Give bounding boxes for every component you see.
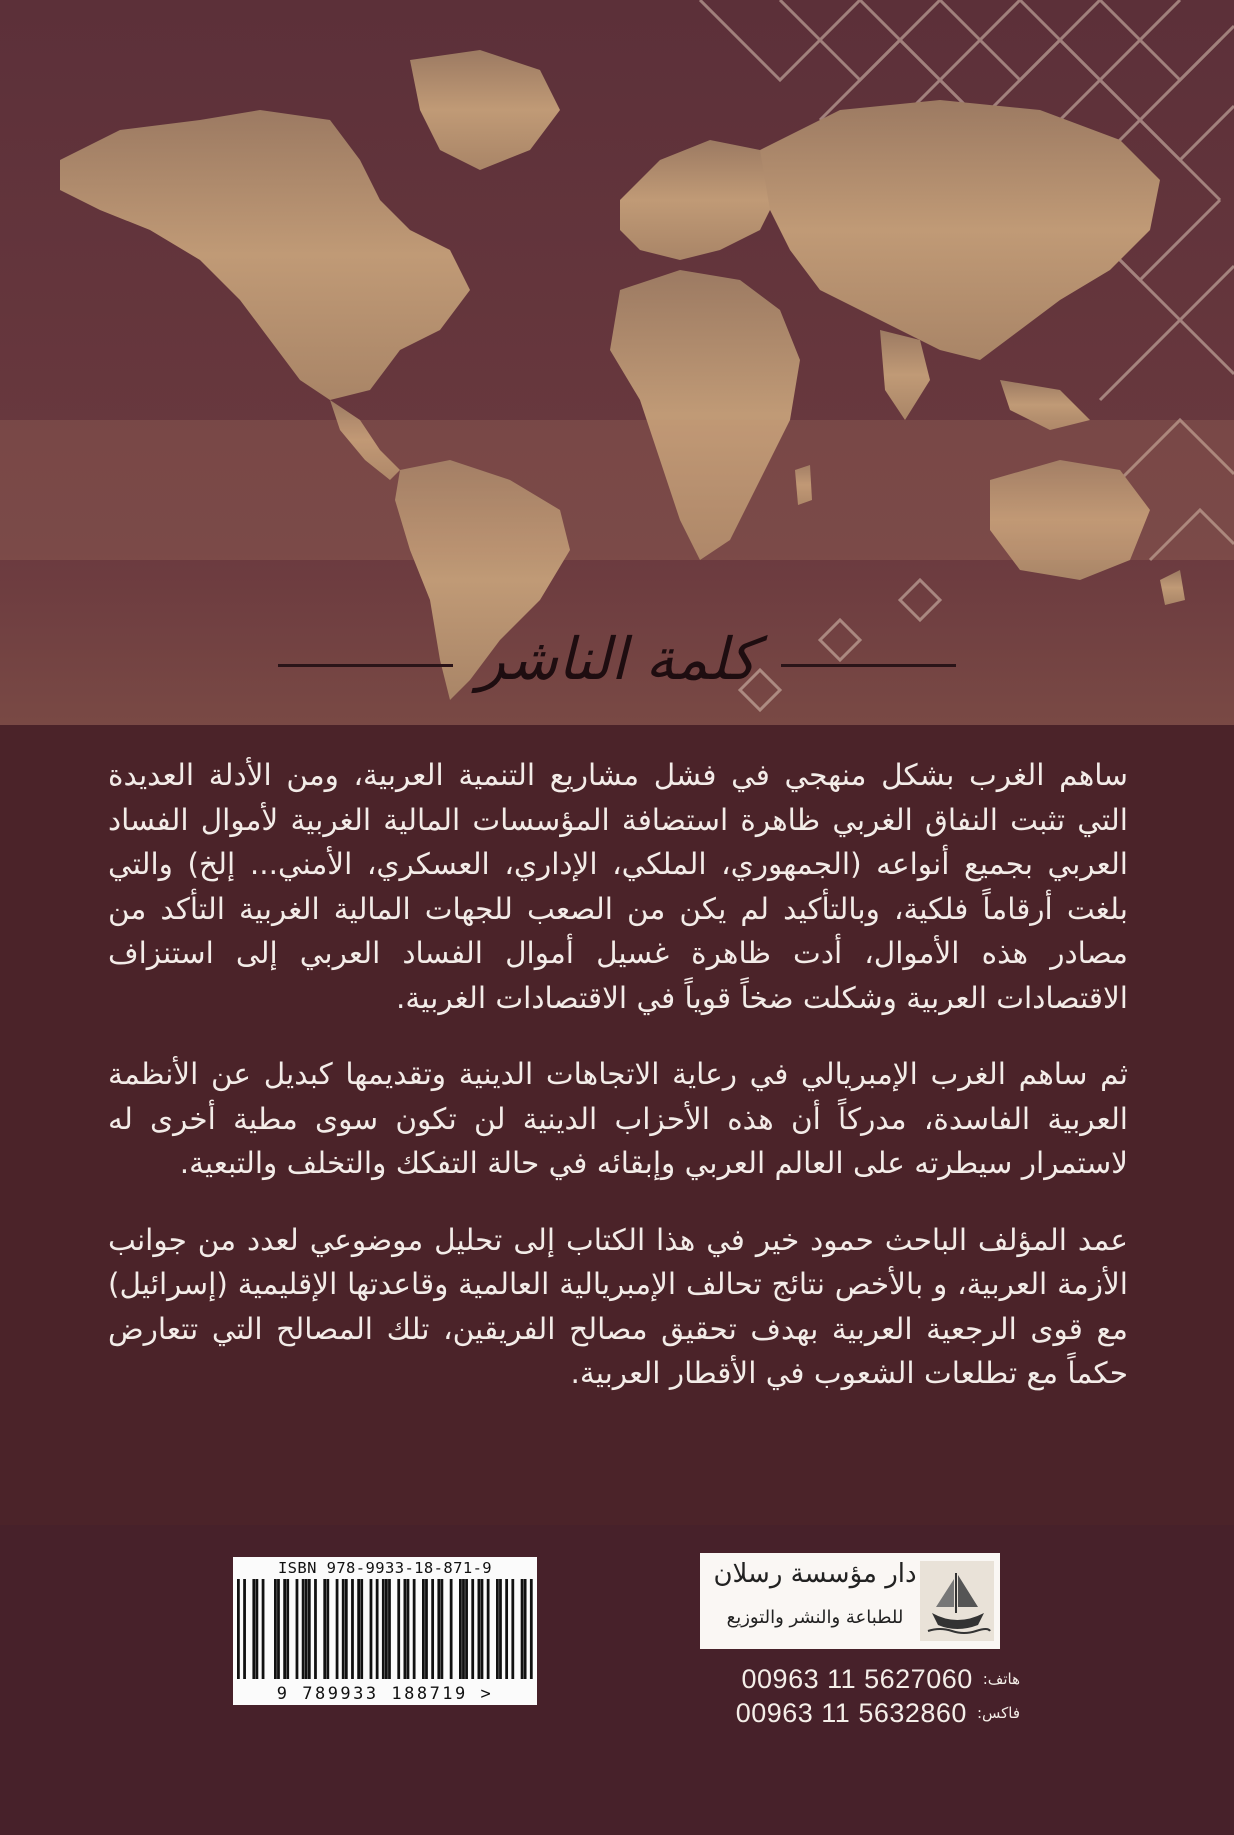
barcode-bar bbox=[524, 1579, 527, 1679]
fax-label: فاكس: bbox=[976, 1704, 1020, 1722]
barcode-bar bbox=[481, 1579, 484, 1679]
paragraph-2: ثم ساهم الغرب الإمبريالي في رعاية الاتجاهات الدينية وتقديمها كبديل عن الأنظمة العربية الفاسدة، مدركاً أن هذه الأحزاب الدينية لن تكون سوى مطية أخرى له لاستمرار سيطرته على العالم العربي وإبقائه في حالة التفكك والتخلف والتبعية. bbox=[108, 1057, 1128, 1180]
barcode-digits: 9 789933 188719 > bbox=[276, 1684, 494, 1704]
barcode-bar bbox=[471, 1579, 474, 1679]
barcode-bar bbox=[283, 1579, 286, 1679]
barcode-bar bbox=[459, 1579, 462, 1679]
barcode-bar bbox=[326, 1579, 329, 1679]
barcode-bar bbox=[256, 1579, 259, 1679]
publisher-logo-box bbox=[700, 1553, 1000, 1649]
phone-label: هاتف: bbox=[982, 1670, 1020, 1688]
barcode-bar bbox=[496, 1579, 499, 1679]
barcode-bar bbox=[530, 1579, 533, 1679]
paragraph-1: ساهم الغرب بشكل منهجي في فشل مشاريع التنمية العربية، ومن الأدلة العديدة التي تثبت النفاق الغربي ظاهرة استضافة المؤسسات المالية الغربية لأموال الفساد العربي بجميع أنواعه (الجمهوري، الملكي، الإداري، العسكري، الأمني... إلخ) والتي بلغت أرقاماً فلكية، وبالتأكيد لم يكن من الصعب للجهات المالية الغربية التأكد من مصادر هذه الأموال، أدت ظاهرة غسيل أموال الفساد العربي إلى استنزاف الاقتصادات العربية وشكلت ضخاً قوياً في الاقتصادات الغربية. bbox=[108, 758, 1128, 1015]
world-map-background bbox=[0, 0, 1234, 720]
barcode-bar bbox=[302, 1579, 305, 1679]
barcode-bar bbox=[237, 1579, 240, 1679]
barcode-bar bbox=[342, 1579, 345, 1679]
barcode-bar bbox=[252, 1579, 255, 1679]
barcode-bar bbox=[262, 1579, 265, 1679]
barcode-bar bbox=[360, 1579, 363, 1679]
barcode-bar bbox=[478, 1579, 481, 1679]
barcode-bar bbox=[385, 1579, 388, 1679]
barcode-bar bbox=[487, 1579, 490, 1679]
barcode-bar bbox=[407, 1579, 410, 1679]
barcode-icon bbox=[237, 1579, 533, 1679]
barcode-bar bbox=[465, 1579, 468, 1679]
barcode-bar bbox=[388, 1579, 391, 1679]
isbn-label: ISBN 978-9933-18-871-9 bbox=[277, 1559, 493, 1577]
barcode-bar bbox=[413, 1579, 416, 1679]
barcode-bar bbox=[277, 1579, 280, 1679]
barcode-bar bbox=[441, 1579, 444, 1679]
publisher-note-text bbox=[108, 753, 1128, 1428]
barcode-bar bbox=[296, 1579, 299, 1679]
heading-rule-left bbox=[278, 664, 453, 667]
publisher-note-heading bbox=[0, 615, 1234, 715]
barcode-bar bbox=[376, 1579, 379, 1679]
barcode-bar bbox=[382, 1579, 385, 1679]
barcode-bar bbox=[314, 1579, 317, 1679]
barcode-bar bbox=[370, 1579, 373, 1679]
barcode-bar bbox=[357, 1579, 360, 1679]
barcode-bar bbox=[462, 1579, 465, 1679]
barcode-bar bbox=[397, 1579, 400, 1679]
barcode-bar bbox=[404, 1579, 407, 1679]
footer-area bbox=[0, 1525, 1234, 1835]
barcode-bar bbox=[305, 1579, 308, 1679]
barcode-bar bbox=[336, 1579, 339, 1679]
barcode-bar bbox=[274, 1579, 277, 1679]
page-title: كلمة الناشر bbox=[477, 625, 757, 693]
phone-row bbox=[700, 1665, 1020, 1693]
barcode-bar bbox=[345, 1579, 348, 1679]
fax-row bbox=[700, 1699, 1020, 1727]
barcode-bar bbox=[308, 1579, 311, 1679]
heading-rule-right bbox=[781, 664, 956, 667]
world-map-icon bbox=[0, 0, 1234, 720]
isbn-barcode bbox=[233, 1557, 537, 1705]
barcode-bar bbox=[431, 1579, 434, 1679]
barcode-bar bbox=[351, 1579, 354, 1679]
phone-number: 00963 11 5627060 bbox=[741, 1663, 973, 1694]
barcode-bar bbox=[286, 1579, 289, 1679]
barcode-bar bbox=[243, 1579, 246, 1679]
barcode-bar bbox=[450, 1579, 453, 1679]
paragraph-3: عمد المؤلف الباحث حمود خير في هذا الكتاب إلى تحليل موضوعي لعدد من جوانب الأزمة العربية، و بالأخص نتائج تحالف الإمبريالية العالمية وقاعدتها الإقليمية (إسرائيل) مع قوى الرجعية العربية بهدف تحقيق مصالح الفريقين، تلك المصالح التي تتعارض حكماً مع تطلعات الشعوب في الأقطار العربية. bbox=[108, 1222, 1128, 1390]
barcode-bar bbox=[323, 1579, 326, 1679]
barcode-bar bbox=[422, 1579, 425, 1679]
barcode-bar bbox=[437, 1579, 440, 1679]
publisher-name: دار مؤسسة رسلان bbox=[713, 1559, 917, 1589]
fax-number: 00963 11 5632860 bbox=[735, 1697, 967, 1728]
text-panel bbox=[0, 725, 1234, 1525]
barcode-bar bbox=[505, 1579, 508, 1679]
barcode-bar bbox=[499, 1579, 502, 1679]
barcode-bar bbox=[511, 1579, 514, 1679]
publisher-subtitle: للطباعة والنشر والتوزيع bbox=[726, 1607, 904, 1628]
barcode-bar bbox=[425, 1579, 428, 1679]
ship-icon bbox=[920, 1561, 994, 1641]
barcode-bar bbox=[521, 1579, 524, 1679]
